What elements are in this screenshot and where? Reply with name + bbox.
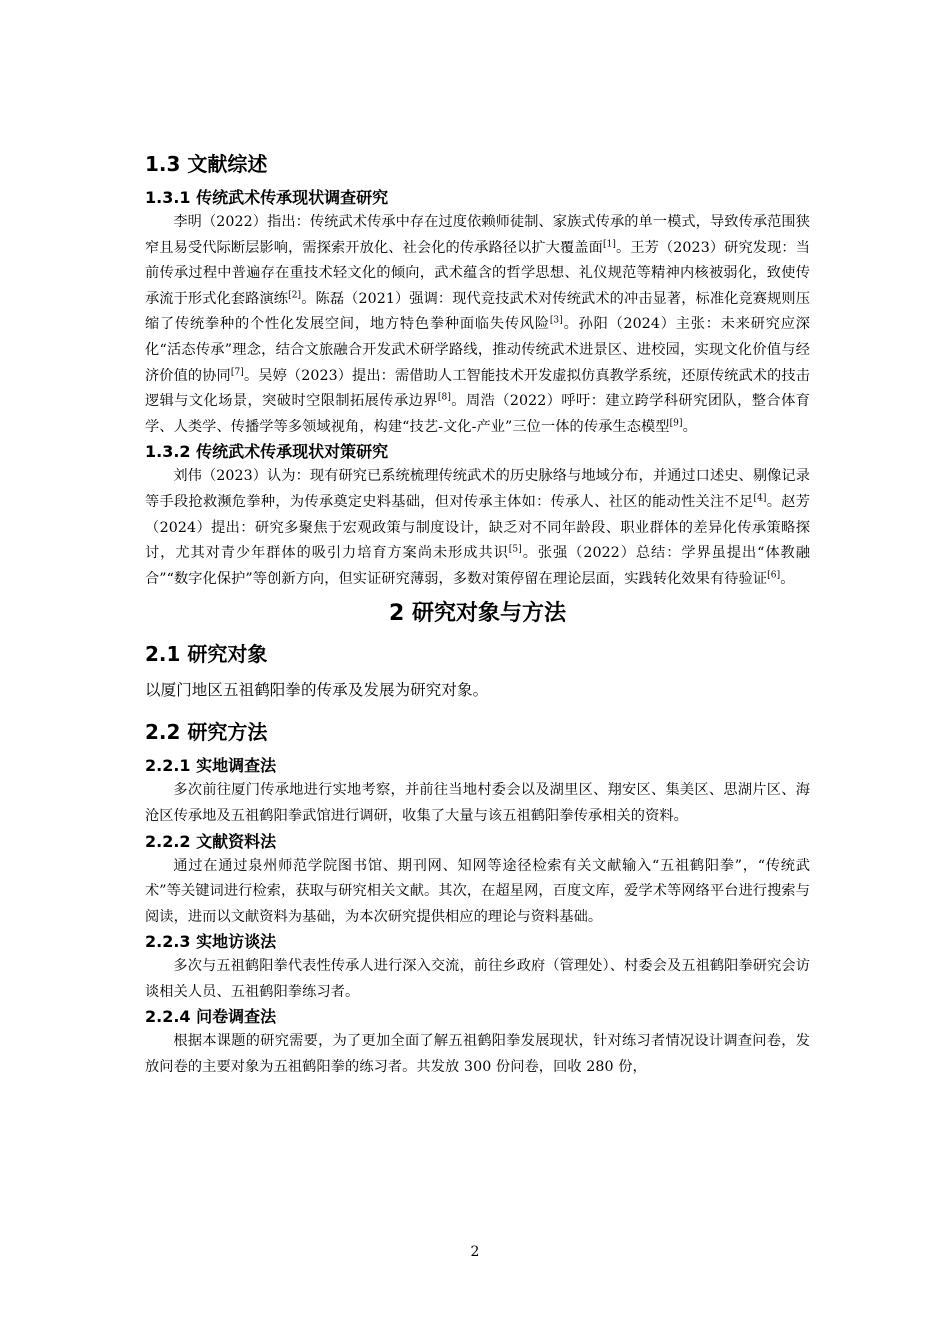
text-segment: 周浩（2022）呼吁：建立跨学科研究团队，整合体育学、人类学、传播学等多领域视角，构建“技艺-文化-产业”三位一体的传承生态模型 bbox=[145, 393, 810, 435]
paragraph-1-3-1: 李明（2022）指出：传统武术传承中存在过度依赖师徒制、家族式传承的单一模式，导致传承范围狭窄且易受代际断层影响，需探索开放化、社会化的传承路径以扩大覆盖面[1]。王芳（2023）研究发现：当前传承过程中普遍存在重技术轻文化的倾向，武术蕴含的哲学思想、礼仪规范等精神内核被弱化，致使传承流于形式化套路演练[2]。陈磊（2021）强调：现代竞技武术对传统武术的冲击显著，标准化竞赛规则压缩了传统拳种的个性化发展空间，地方特色拳种面临失传风险[3]。孙阳（2024）主张：未来研究应深化“活态传承”理念，结合文旅融合开发武术研学路线，推动传统武术进景区、进校园，实现文化价值与经济价值的协同[7]。吴婷（2023）提出：需借助人工智能技术开发虚拟仿真教学系统，还原传统武术的技击逻辑与文化场景，突破时空限制拓展传承边界[8]。周浩（2022）呼吁：建立跨学科研究团队，整合体育学、人类学、传播学等多领域视角，构建“技艺-文化-产业”三位一体的传承生态模型[9]。 bbox=[145, 214, 810, 435]
subsection-heading-2-2-4: 2.2.4 问卷调查法 bbox=[145, 1007, 277, 1027]
text-segment: 孙阳（2024）主张：未来研究应深化“活态传承”理念，结合文旅融合开发武术研学路线，推动传统武术进景区、进校园，实现文化价值与经济价值的协同 bbox=[145, 316, 810, 384]
paragraph-2-2-1: 多次前往厦门传承地进行实地考察，并前往当地村委会以及湖里区、翔安区、集美区、思湖片区、海沧区传承地及五祖鹤阳拳武馆进行调研，收集了大量与该五祖鹤阳拳传承相关的资料。 bbox=[145, 782, 810, 824]
citation-ref: [1] bbox=[602, 238, 617, 249]
chapter-heading-2: 2 研究对象与方法 bbox=[389, 601, 566, 627]
citation-ref: [8] bbox=[437, 392, 451, 403]
text-segment: 赵芳（2024）提出：研究多聚焦于宏观政策与制度设计，缺乏对不同年龄段、职业群体的差异化传承策略探讨，尤其对青少年群体的吸引力培育方案尚未形成共识 bbox=[145, 493, 810, 562]
citation-ref: [5] bbox=[508, 544, 522, 555]
page-content bbox=[145, 148, 810, 1081]
text-segment: 张强（2022）总结：学界虽提出“体教融合”“数字化保护”等创新方向，但实证研究薄弱，多数对策停留在理论层面，实践转化效果有待验证 bbox=[145, 545, 810, 587]
subsection-heading-2-2-1: 2.2.1 实地调查法 bbox=[145, 756, 277, 776]
citation-ref: [4] bbox=[753, 493, 767, 504]
section-heading-1-3: 1.3 文献综述 bbox=[145, 152, 268, 176]
citation-ref: [7] bbox=[230, 366, 244, 377]
paragraph-2-2-2: 通过在通过泉州师范学院图书馆、期刊网、知网等途径检索有关文献输入“五祖鹤阳拳”，“传统武术”等关键词进行检索，获取与研究相关文献。其次，在超星网，百度文库，爱学术等网络平台进行搜索与阅读，进而以文献资料为基础，为本次研究提供相应的理论与资料基础。 bbox=[145, 857, 810, 925]
sentence-end: 。 bbox=[780, 570, 795, 587]
section-heading-2-1: 2.1 研究对象 bbox=[145, 642, 268, 667]
citation-ref: [2] bbox=[288, 290, 302, 301]
paragraph-2-1: 以厦门地区五祖鹤阳拳的传承及发展为研究对象。 bbox=[145, 681, 489, 700]
paragraph-2-2-4: 根据本课题的研究需要，为了更加全面了解五祖鹤阳拳发展现状，针对练习者情况设计调查问卷，发放问卷的主要对象为五祖鹤阳拳的练习者。共发放 300 份问卷，回收 280 份， bbox=[145, 1033, 810, 1076]
text-segment: 吴婷（2023）提出：需借助人工智能技术开发虚拟仿真教学系统，还原传统武术的技击逻辑与文化场景，突破时空限制拓展传承边界 bbox=[145, 367, 810, 410]
sentence-end: 。 bbox=[682, 418, 697, 435]
section-heading-2-2: 2.2 研究方法 bbox=[145, 720, 268, 745]
citation-ref: [9] bbox=[669, 418, 683, 429]
subsection-heading-1-3-1: 1.3.1 传统武术传承现状调查研究 bbox=[145, 188, 389, 207]
text-segment: 陈磊（2021）强调：现代竞技武术对传统武术的冲击显著，标准化竞赛规则压缩了传统拳种的个性化发展空间，地方特色拳种面临失传风险 bbox=[145, 290, 810, 333]
text-segment: 李明（2022）指出：传统武术传承中存在过度依赖师徒制、家族式传承的单一模式，导致传承范围狭窄且易受代际断层影响，需探索开放化、社会化的传承路径以扩大覆盖面 bbox=[145, 214, 810, 256]
page-number: 2 bbox=[470, 1244, 480, 1260]
subsection-heading-2-2-3: 2.2.3 实地访谈法 bbox=[145, 932, 277, 952]
citation-ref: [3] bbox=[549, 315, 563, 326]
text-segment: 刘伟（2023）认为：现有研究已系统梳理传统武术的历史脉络与地域分布，并通过口述史、剔像记录等手段抢救濒危拳种，为传承奠定史料基础，但对传承主体如：传承人、社区的能动性关注不足 bbox=[145, 468, 810, 510]
text-segment: 王芳（2023）研究发现：当前传承过程中普遍存在重技术轻文化的倾向，武术蕴含的哲学思想、礼仪规范等精神内核被弱化，致使传承流于形式化套路演练 bbox=[145, 239, 810, 307]
subsection-heading-2-2-2: 2.2.2 文献资料法 bbox=[145, 831, 277, 851]
paragraph-2-2-3: 多次与五祖鹤阳拳代表性传承人进行深入交流，前往乡政府（管理处）、村委会及五祖鹤阳拳研究会访谈相关人员、五祖鹤阳拳练习者。 bbox=[145, 958, 810, 1000]
subsection-heading-1-3-2: 1.3.2 传统武术传承现状对策研究 bbox=[145, 442, 389, 462]
paragraph-1-3-2: 刘伟（2023）认为：现有研究已系统梳理传统武术的历史脉络与地域分布，并通过口述史、剔像记录等手段抢救濒危拳种，为传承奠定史料基础，但对传承主体如：传承人、社区的能动性关注不足[4]。赵芳（2024）提出：研究多聚焦于宏观政策与制度设计，缺乏对不同年龄段、职业群体的差异化传承策略探讨，尤其对青少年群体的吸引力培育方案尚未形成共识[5]。张强（2022）总结：学界虽提出“体教融合”“数字化保护”等创新方向，但实证研究薄弱，多数对策停留在理论层面，实践转化效果有待验证[6]。 bbox=[145, 468, 810, 587]
citation-ref: [6] bbox=[767, 569, 781, 580]
